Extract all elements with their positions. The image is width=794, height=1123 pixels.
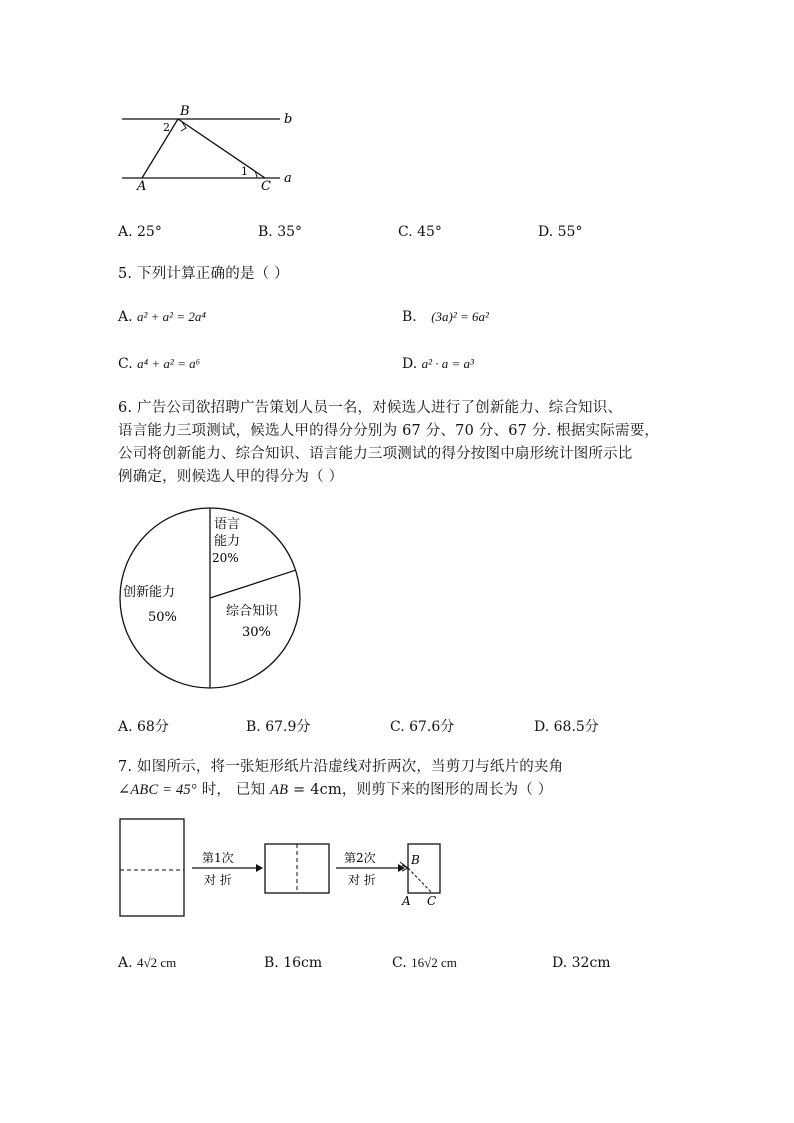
segment-ab	[142, 119, 178, 178]
slice-knowledge-pct: 30%	[242, 625, 271, 640]
q7-ab: AB	[270, 782, 289, 798]
q7-option-a[interactable]	[118, 955, 176, 971]
option-prefix: C.	[118, 356, 133, 372]
q6-stem-line-2: 语言能力三项测试，候选人甲的得分分别为 67 分、70 分、67 分. 根据实际需要，	[118, 423, 660, 439]
q6-stem-line-1: 6. 广告公司欲招聘广告策划人员一名，对候选人进行了创新能力、综合知识、	[118, 400, 623, 416]
q7-line2-mid: 时， 已知	[201, 782, 266, 798]
cut-line	[408, 868, 432, 893]
q5-option-b[interactable]	[402, 309, 489, 325]
option-expr: 16√2 cm	[411, 955, 457, 970]
arrow-1-head	[256, 864, 263, 872]
q4-option-b[interactable]: B. 35°	[258, 224, 303, 240]
slice-innovation-pct: 50%	[148, 610, 177, 625]
paper-original	[120, 819, 184, 916]
fold1-top: 第1次	[202, 851, 234, 865]
q6-option-d[interactable]: D. 68.5分	[534, 719, 599, 735]
label-B: B	[180, 104, 190, 119]
q7-option-c[interactable]	[392, 955, 457, 971]
option-prefix: A.	[118, 309, 133, 325]
pie-chart	[110, 500, 310, 700]
option-prefix: D.	[402, 356, 418, 372]
q4-figure	[110, 100, 310, 200]
option-expr: a⁴ + a² = a⁶	[137, 356, 201, 371]
q6-stem-line-3: 公司将创新能力、综合知识、语言能力三项测试的得分按图中扇形统计图所示比	[118, 446, 633, 462]
fold1-bottom: 对 折	[204, 873, 232, 887]
label-A: A	[137, 179, 147, 194]
q4-option-a[interactable]: A. 25°	[118, 224, 162, 240]
pie-slice-boundary-1	[210, 570, 296, 598]
label-C: C	[427, 894, 437, 908]
slice-language-pct: 20%	[212, 551, 239, 565]
q5-stem: 5. 下列计算正确的是（ ）	[118, 266, 289, 282]
fold2-bottom: 对 折	[348, 873, 376, 887]
q5-option-c[interactable]	[118, 356, 200, 372]
q7-option-b[interactable]: B. 16cm	[264, 955, 323, 971]
q6-option-a[interactable]: A. 68分	[118, 719, 169, 735]
q4-option-d[interactable]: D. 55°	[538, 224, 583, 240]
q6-option-b[interactable]: B. 67.9分	[246, 719, 311, 735]
label-C: C	[261, 179, 271, 194]
q6-stem-line-4: 例确定，则候选人甲的得分为（ ）	[118, 469, 344, 485]
segment-bc	[178, 119, 265, 178]
option-prefix: C.	[392, 955, 407, 971]
option-expr: a² + a² = 2a⁴	[137, 309, 206, 324]
label-A: A	[402, 894, 411, 908]
option-expr: (3a)² = 6a²	[431, 309, 489, 324]
slice-language-label-1: 语言	[214, 517, 241, 532]
option-expr: 4√2 cm	[137, 955, 177, 970]
q7-stem-line-1: 7. 如图所示，将一张矩形纸片沿虚线对折两次，当剪刀与纸片的夹角	[118, 759, 564, 775]
option-prefix: B.	[402, 309, 417, 325]
paper-folded-twice	[408, 844, 440, 893]
option-prefix: A.	[118, 955, 133, 971]
option-expr: a² · a = a³	[421, 356, 474, 371]
slice-knowledge-label: 综合知识	[226, 604, 279, 619]
q5-option-d[interactable]	[402, 356, 474, 372]
q7-angle-expr: ∠ABC = 45°	[118, 782, 197, 798]
label-B: B	[411, 853, 420, 867]
slice-language-label-2: 能力	[214, 534, 241, 549]
label-2: 2	[163, 121, 170, 134]
slice-innovation-label: 创新能力	[123, 585, 176, 600]
label-1: 1	[241, 165, 248, 178]
q7-option-d[interactable]: D. 32cm	[552, 955, 611, 971]
label-b: b	[284, 112, 293, 127]
label-a: a	[284, 171, 292, 186]
q7-stem-line-2	[118, 778, 553, 799]
q6-option-c[interactable]: C. 67.6分	[390, 719, 455, 735]
q7-figure	[110, 812, 460, 922]
q7-line2-rest: = 4cm，则剪下来的图形的周长为（ ）	[293, 782, 553, 798]
q4-option-c[interactable]: C. 45°	[398, 224, 442, 240]
fold2-top: 第2次	[344, 851, 376, 865]
q5-option-a[interactable]	[118, 309, 206, 325]
